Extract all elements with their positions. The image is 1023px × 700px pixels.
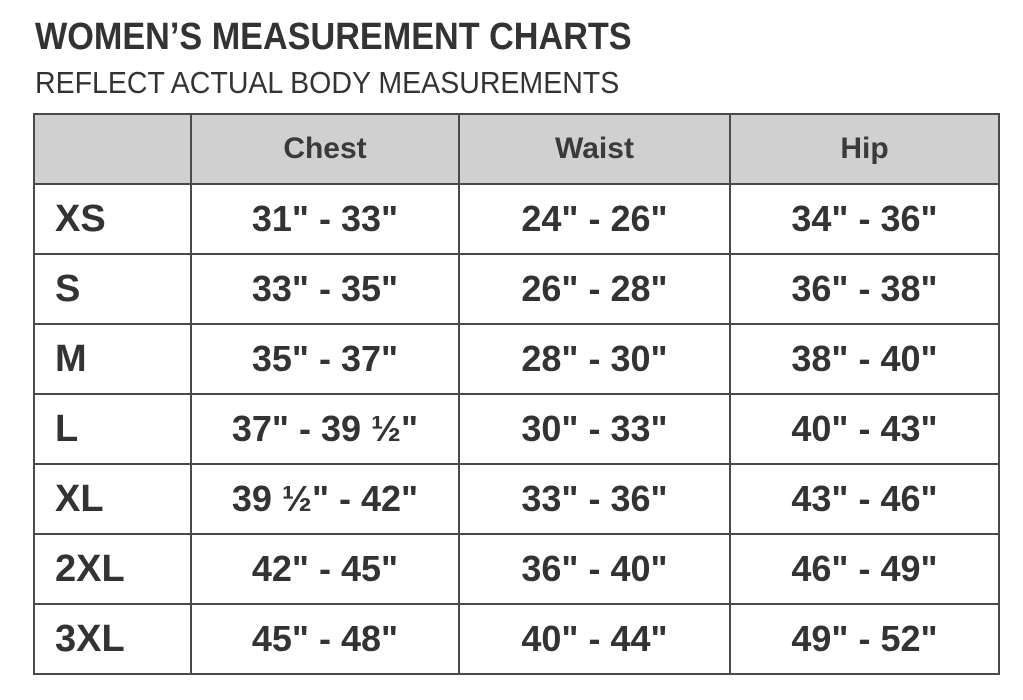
table-row	[34, 184, 999, 254]
table-row	[34, 604, 999, 674]
size-cell: 3XL	[34, 604, 191, 674]
chest-cell: 35" - 37"	[191, 324, 459, 394]
size-cell: 2XL	[34, 534, 191, 604]
header-cell-chest: Chest	[191, 114, 459, 184]
hip-cell: 46" - 49"	[730, 534, 999, 604]
chest-cell: 31" - 33"	[191, 184, 459, 254]
table-row	[34, 324, 999, 394]
size-cell: M	[34, 324, 191, 394]
header-cell-waist: Waist	[459, 114, 730, 184]
page-title: WOMEN’S MEASUREMENT CHARTS	[35, 16, 632, 58]
chest-cell: 33" - 35"	[191, 254, 459, 324]
hip-cell: 36" - 38"	[730, 254, 999, 324]
waist-cell: 40" - 44"	[459, 604, 730, 674]
chest-cell: 45" - 48"	[191, 604, 459, 674]
chest-cell: 39 ½" - 42"	[191, 464, 459, 534]
waist-cell: 36" - 40"	[459, 534, 730, 604]
page-subtitle: REFLECT ACTUAL BODY MEASUREMENTS	[35, 65, 620, 100]
size-cell: S	[34, 254, 191, 324]
waist-cell: 28" - 30"	[459, 324, 730, 394]
table-row	[34, 464, 999, 534]
size-cell: L	[34, 394, 191, 464]
hip-cell: 43" - 46"	[730, 464, 999, 534]
table-row	[34, 394, 999, 464]
waist-cell: 30" - 33"	[459, 394, 730, 464]
table-row	[34, 534, 999, 604]
hip-cell: 40" - 43"	[730, 394, 999, 464]
hip-cell: 34" - 36"	[730, 184, 999, 254]
hip-cell: 38" - 40"	[730, 324, 999, 394]
header-cell-size	[34, 114, 191, 184]
table-header-row	[34, 114, 999, 184]
measurement-table	[33, 113, 1000, 675]
waist-cell: 24" - 26"	[459, 184, 730, 254]
waist-cell: 26" - 28"	[459, 254, 730, 324]
waist-cell: 33" - 36"	[459, 464, 730, 534]
hip-cell: 49" - 52"	[730, 604, 999, 674]
chest-cell: 42" - 45"	[191, 534, 459, 604]
size-cell: XL	[34, 464, 191, 534]
size-cell: XS	[34, 184, 191, 254]
chest-cell: 37" - 39 ½"	[191, 394, 459, 464]
header-cell-hip: Hip	[730, 114, 999, 184]
table-row	[34, 254, 999, 324]
